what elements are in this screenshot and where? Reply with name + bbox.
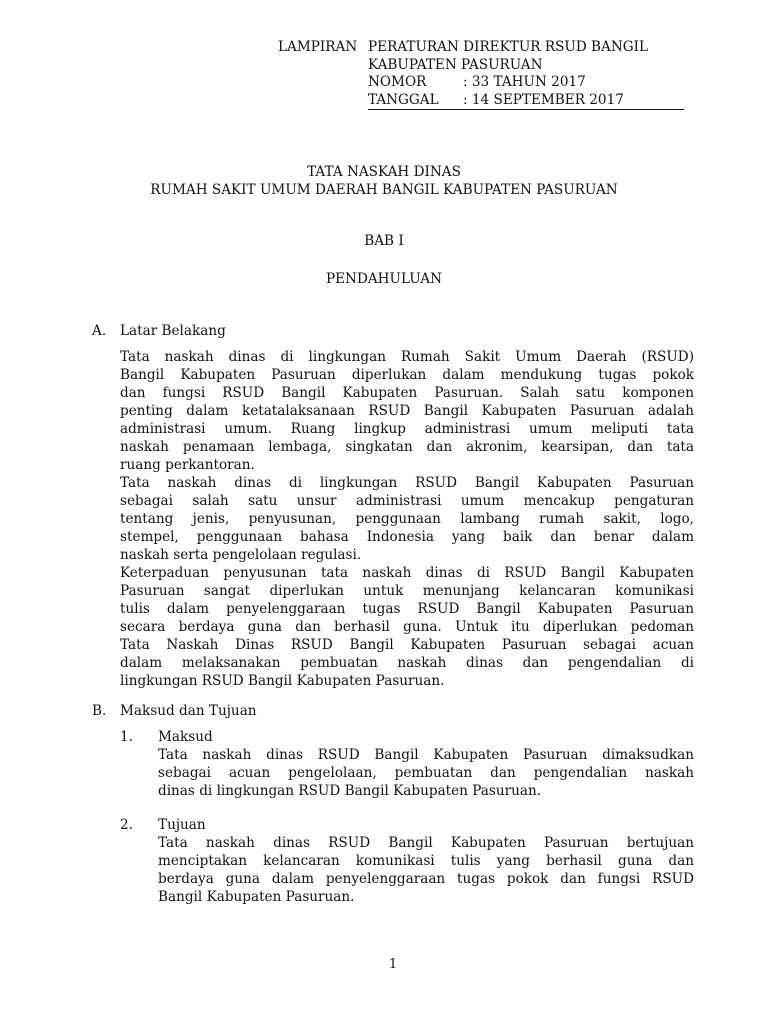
paragraph-line: Tata naskah dinas RSUD Bangil Kabupaten Pasuruan dimaksudkan xyxy=(158,747,694,763)
paragraph-line: tulis dalam penyelenggaraan tugas RSUD Bangil Kabupaten Pasuruan xyxy=(120,601,694,617)
section-a-paragraph-2 xyxy=(120,474,694,564)
paragraph-line: ruang perkantoran. xyxy=(120,457,255,473)
header-tanggal-row xyxy=(368,91,624,109)
header-regency: KABUPATEN PASURUAN xyxy=(368,57,543,73)
paragraph-line: stempel, penggunaan bahasa Indonesia yang baik dan benar dalam xyxy=(120,529,694,545)
item-1-number: 1. xyxy=(120,729,133,745)
header-nomor-value: : 33 TAHUN 2017 xyxy=(463,74,586,90)
header-underline xyxy=(368,109,684,110)
paragraph-line: Keterpaduan penyusunan tata naskah dinas di RSUD Bangil Kabupaten xyxy=(120,565,694,581)
paragraph-line: berdaya guna dalam penyelenggaraan tugas pokok dan fungsi RSUD xyxy=(158,871,694,887)
header-line-1 xyxy=(278,38,357,56)
item-1-text xyxy=(158,746,694,800)
paragraph-line: sebagai salah satu unsur administrasi umum mencakup pengaturan xyxy=(120,493,694,509)
header-tanggal-value: : 14 SEPTEMBER 2017 xyxy=(463,92,624,108)
paragraph-line: secara berdaya guna dan berhasil guna. Untuk itu diperlukan pedoman xyxy=(120,619,694,635)
section-a-paragraph-1 xyxy=(120,348,694,474)
paragraph-line: Tata Naskah Dinas RSUD Bangil Kabupaten Pasuruan sebagai acuan xyxy=(120,637,694,653)
paragraph-line: Tata naskah dinas di lingkungan RSUD Bangil Kabupaten Pasuruan xyxy=(120,475,694,491)
page-number: 1 xyxy=(388,957,398,972)
header-lampiran: LAMPIRAN xyxy=(278,39,358,55)
chapter-title: PENDAHULUAN xyxy=(325,271,443,287)
paragraph-line: dalam melaksanakan pembuatan naskah dinas dan pengendalian di xyxy=(120,655,694,671)
document-subtitle: RUMAH SAKIT UMUM DAERAH BANGIL KABUPATEN PASURUAN xyxy=(150,182,618,198)
paragraph-line: Pasuruan sangat diperlukan untuk menunjang kelancaran komunikasi xyxy=(120,583,694,599)
paragraph-line: tentang jenis, penyusunan, penggunaan lambang rumah sakit, logo, xyxy=(120,511,694,527)
section-b-title: Maksud dan Tujuan xyxy=(120,703,257,719)
paragraph-line: penting dalam ketatalaksanaan RSUD Bangil Kabupaten Pasuruan adalah xyxy=(120,403,694,419)
item-2-number: 2. xyxy=(120,817,133,833)
header-nomor-row xyxy=(368,73,586,91)
section-a-paragraph-3 xyxy=(120,564,694,690)
section-a-letter: A. xyxy=(92,323,107,339)
paragraph-line: menciptakan kelancaran komunikasi tulis yang berhasil guna dan xyxy=(158,853,694,869)
item-2-title: Tujuan xyxy=(158,817,206,833)
paragraph-line: lingkungan RSUD Bangil Kabupaten Pasuruan. xyxy=(120,673,445,689)
paragraph-line: naskah penamaan lembaga, singkatan dan akronim, kearsipan, dan tata xyxy=(120,439,694,455)
paragraph-line: administrasi umum. Ruang lingkup administrasi umum meliputi tata xyxy=(120,421,694,437)
section-a-title: Latar Belakang xyxy=(120,323,226,339)
document-title: TATA NASKAH DINAS xyxy=(307,164,461,180)
header-regulation-title: PERATURAN DIREKTUR RSUD BANGIL xyxy=(368,39,649,55)
paragraph-line: Tata naskah dinas RSUD Bangil Kabupaten Pasuruan bertujuan xyxy=(158,835,694,851)
item-2-text xyxy=(158,834,694,906)
section-b-letter: B. xyxy=(92,703,107,719)
paragraph-line: Bangil Kabupaten Pasuruan diperlukan dalam mendukung tugas pokok xyxy=(120,367,694,383)
chapter-number: BAB I xyxy=(364,233,404,249)
item-1-title: Maksud xyxy=(158,729,213,745)
header-tanggal-label: TANGGAL xyxy=(368,92,439,108)
paragraph-line: dan fungsi RSUD Bangil Kabupaten Pasuruan. Salah satu komponen xyxy=(120,385,694,401)
paragraph-line: Bangil Kabupaten Pasuruan. xyxy=(158,889,355,905)
header-nomor-label: NOMOR xyxy=(368,74,427,90)
paragraph-line: Tata naskah dinas di lingkungan Rumah Sakit Umum Daerah (RSUD) xyxy=(120,349,694,365)
paragraph-line: sebagai acuan pengelolaan, pembuatan dan pengendalian naskah xyxy=(158,765,694,781)
paragraph-line: dinas di lingkungan RSUD Bangil Kabupaten Pasuruan. xyxy=(158,783,542,799)
paragraph-line: naskah serta pengelolaan regulasi. xyxy=(120,547,362,563)
